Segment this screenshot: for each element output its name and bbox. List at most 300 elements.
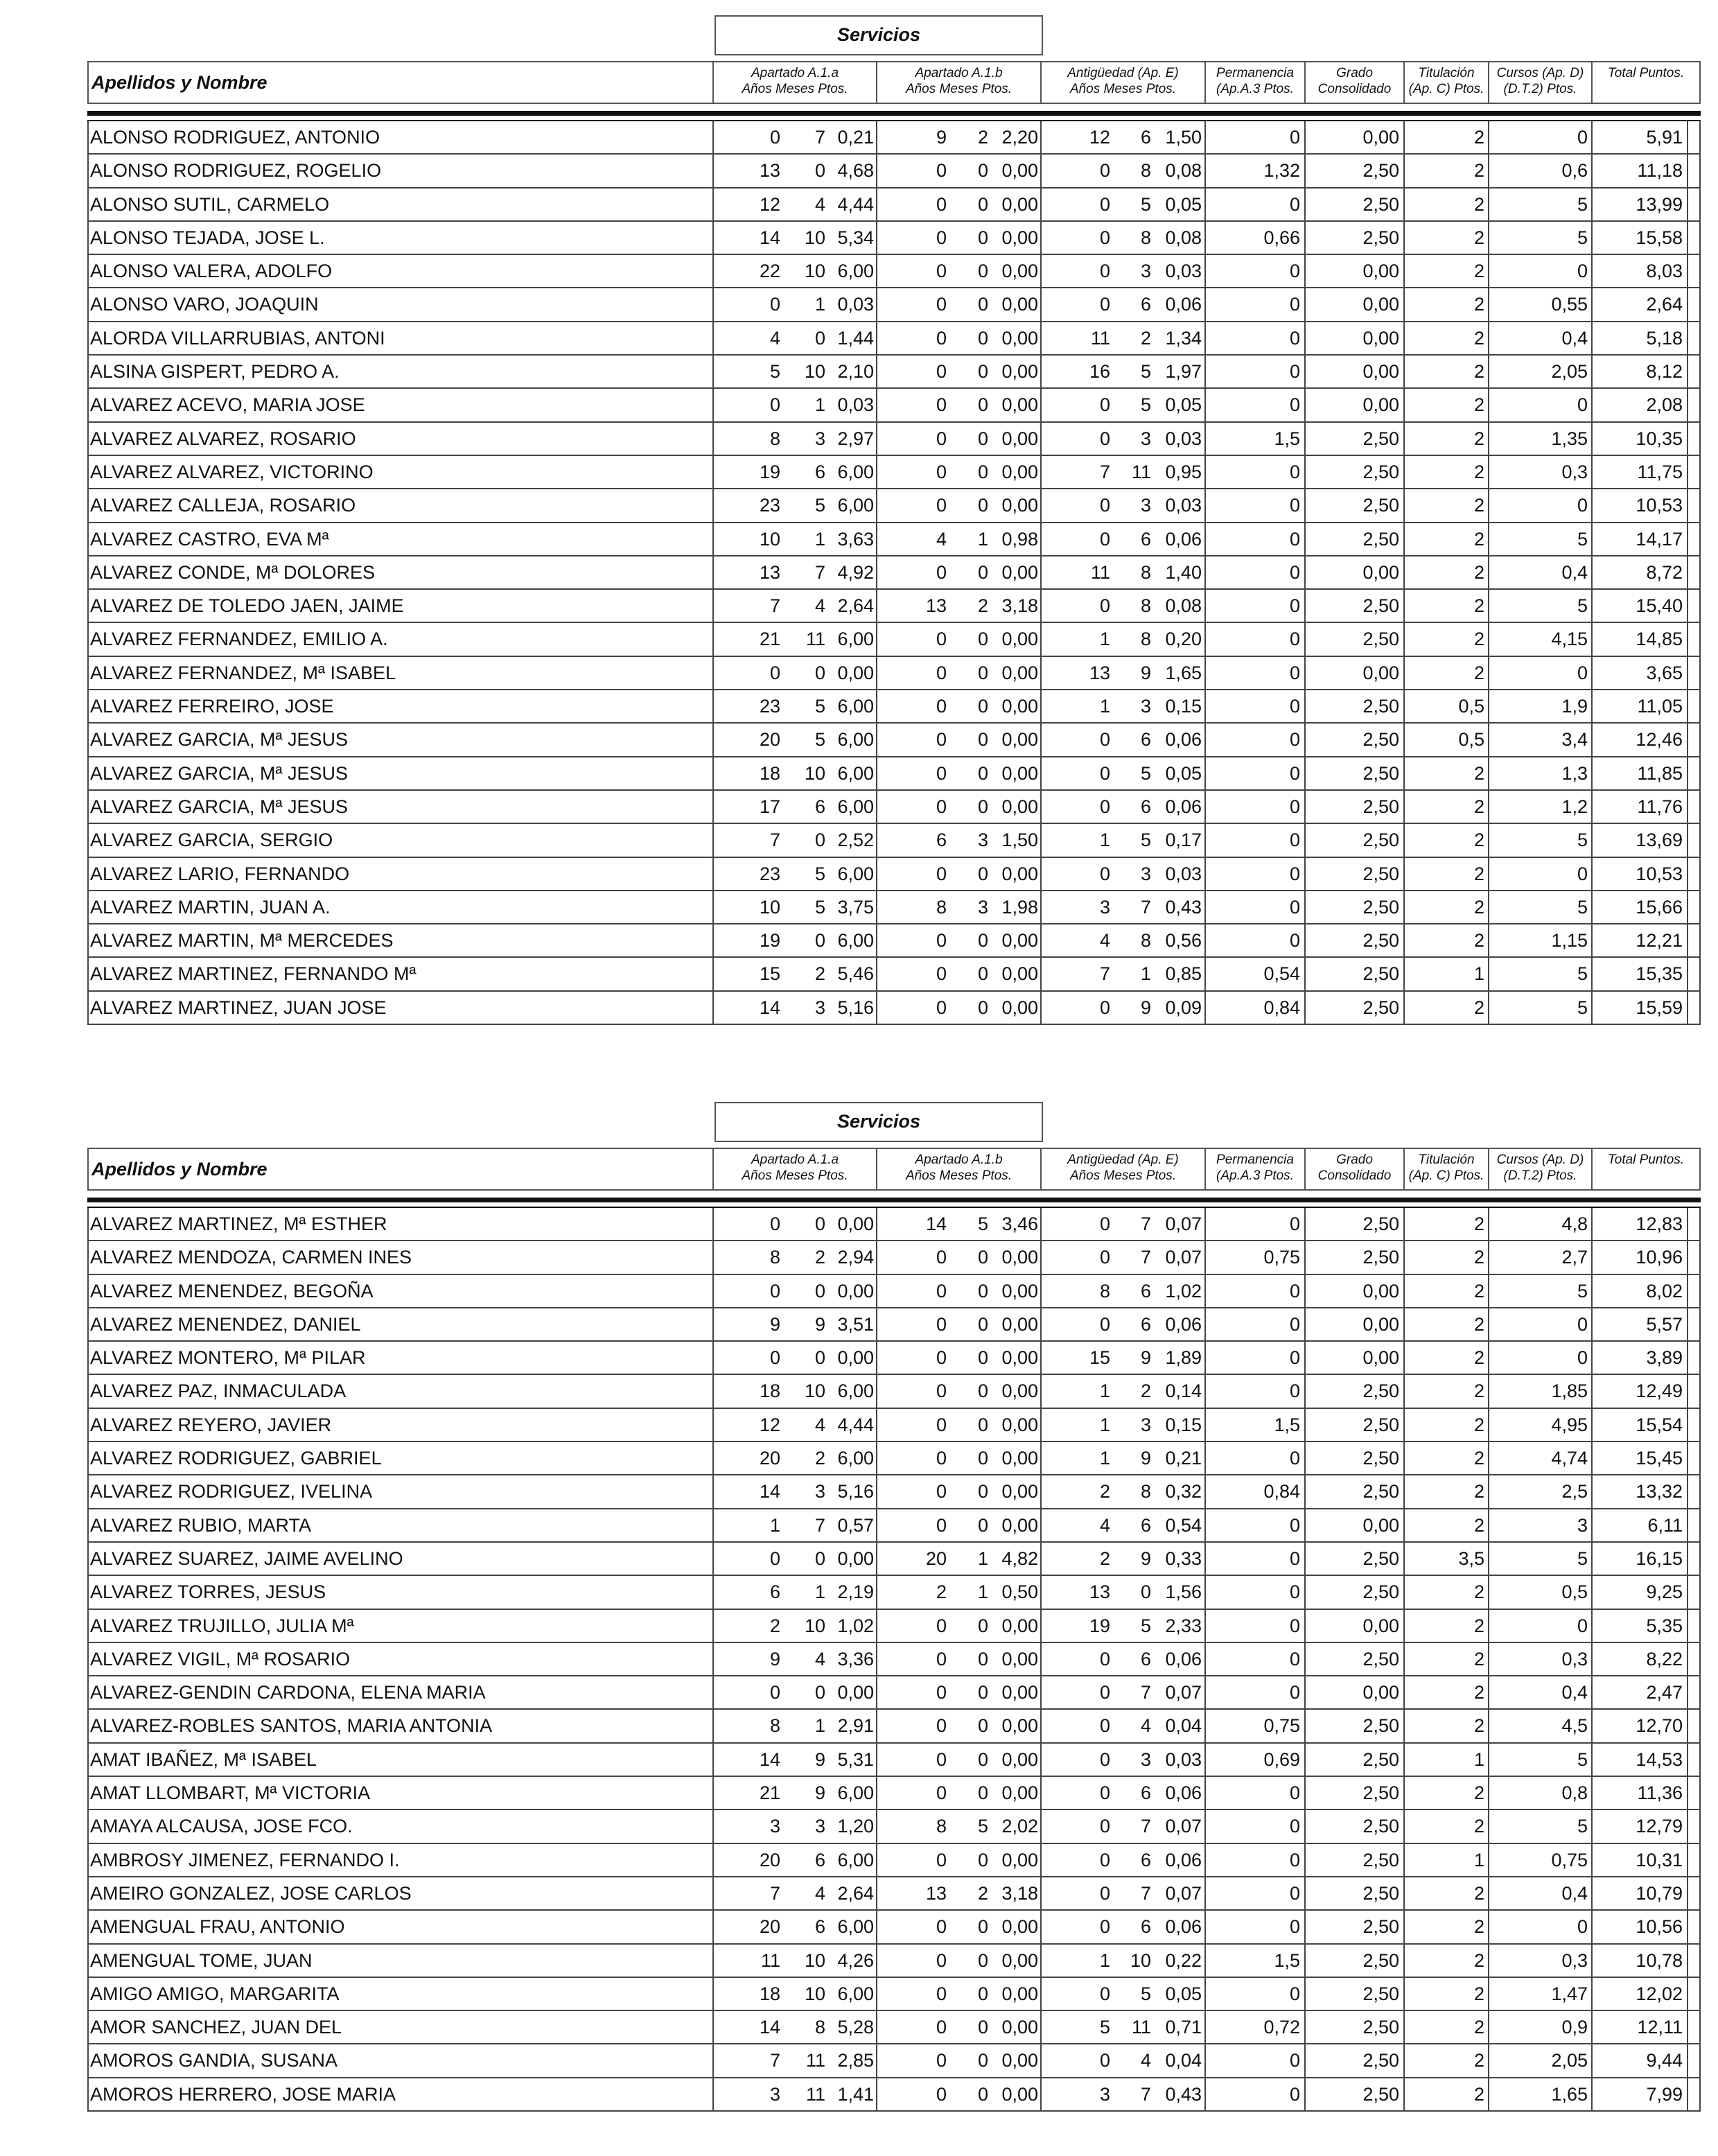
column-divider	[1591, 1676, 1593, 1708]
value-cell: 0,75	[1263, 1715, 1300, 1737]
value-cell: 2	[1473, 1448, 1484, 1469]
value-cell: 11,85	[1637, 762, 1683, 784]
perm-column-header	[1204, 1149, 1304, 1189]
value-cell: 20	[759, 729, 780, 751]
column-divider	[1204, 189, 1206, 220]
value-cell: 0	[1289, 1347, 1300, 1369]
value-cell: 13	[759, 160, 780, 182]
table-row	[87, 456, 1701, 489]
cursos-header-line1: Cursos (Ap. D)	[1496, 66, 1584, 80]
value-cell: 2,50	[1362, 461, 1399, 482]
cursos-header-line1: Cursos (Ap. D)	[1496, 1153, 1584, 1167]
value-cell: 18	[759, 762, 780, 784]
value-cell: 1,9	[1561, 696, 1588, 717]
value-cell: 14	[759, 997, 780, 1018]
value-cell: 0	[1289, 1782, 1300, 1804]
value-cell: 10	[804, 1381, 825, 1402]
value-cell: 6	[1140, 1916, 1151, 1938]
column-divider	[1304, 1241, 1306, 1273]
table-row	[87, 556, 1701, 590]
antig-header-line2: Años Meses Ptos.	[1069, 1168, 1177, 1183]
value-cell: 2,33	[1165, 1615, 1202, 1636]
value-cell: 6,00	[837, 1916, 874, 1938]
value-cell: 1,34	[1165, 327, 1202, 349]
value-cell: 3	[1140, 261, 1151, 282]
value-cell: 6	[1140, 1648, 1151, 1669]
value-cell: 0,00	[837, 1347, 874, 1369]
value-cell: 3	[769, 1816, 780, 1837]
column-divider	[1304, 1543, 1306, 1575]
value-cell: 4,15	[1551, 629, 1588, 650]
column-divider	[1488, 590, 1489, 622]
column-divider	[1488, 556, 1489, 588]
person-name: AMBROSY JIMENEZ, FERNANDO I.	[90, 1849, 400, 1870]
value-cell: 1	[977, 1581, 988, 1603]
value-cell: 0	[977, 1481, 988, 1502]
column-divider	[1687, 1442, 1688, 1474]
grado-header-line2: Consolidado	[1317, 1168, 1392, 1183]
value-cell: 0,4	[1561, 1882, 1588, 1904]
value-cell: 5,34	[837, 227, 874, 248]
value-cell: 0,05	[1165, 762, 1202, 784]
value-cell: 2	[1473, 127, 1484, 148]
value-cell: 0	[936, 1849, 947, 1870]
column-divider	[1687, 155, 1688, 186]
table-row	[87, 423, 1701, 456]
value-cell: 0	[936, 261, 947, 282]
value-cell: 8,72	[1646, 561, 1683, 583]
value-cell: 0	[936, 1313, 947, 1335]
column-divider	[1591, 1241, 1593, 1273]
table-row	[87, 1543, 1701, 1576]
value-cell: 15,66	[1636, 896, 1683, 918]
value-cell: 2,50	[1362, 1381, 1399, 1402]
value-cell: 13,99	[1636, 193, 1683, 215]
value-cell: 0	[1577, 662, 1588, 683]
value-cell: 5	[1577, 528, 1588, 550]
column-divider	[1204, 1342, 1206, 1374]
column-divider	[1304, 1945, 1306, 1977]
column-divider	[1488, 121, 1489, 153]
value-cell: 8	[1140, 561, 1151, 583]
value-cell: 0	[1099, 1247, 1110, 1268]
value-cell: 0	[936, 1916, 947, 1938]
value-cell: 0,05	[1165, 1983, 1202, 2004]
column-divider	[1304, 958, 1306, 990]
column-divider	[1488, 222, 1489, 254]
value-cell: 0	[814, 1548, 825, 1569]
column-divider	[1591, 858, 1593, 890]
value-cell: 0	[936, 1414, 947, 1435]
table-row	[87, 757, 1701, 791]
column-divider	[1204, 121, 1206, 153]
value-cell: 6	[814, 1916, 825, 1938]
value-cell: 0,06	[1165, 796, 1202, 817]
value-cell: 0	[814, 1682, 825, 1703]
value-cell: 2,50	[1362, 729, 1399, 751]
value-cell: 0	[977, 294, 988, 315]
value-cell: 0	[936, 1615, 947, 1636]
a1a-header-line2: Años Meses Ptos.	[742, 1168, 848, 1183]
value-cell: 8,02	[1646, 1280, 1683, 1302]
value-cell: 0	[936, 1381, 947, 1402]
value-cell: 0,05	[1165, 193, 1202, 215]
table-row	[87, 1375, 1701, 1408]
table-row	[87, 1442, 1701, 1475]
column-divider	[1204, 389, 1206, 421]
value-cell: 6,00	[837, 261, 874, 282]
value-cell: 0	[936, 1715, 947, 1737]
value-cell: 0	[1099, 294, 1110, 315]
value-cell: 15,45	[1636, 1448, 1683, 1469]
value-cell: 0	[814, 662, 825, 683]
value-cell: 0	[977, 561, 988, 583]
column-divider	[1687, 623, 1688, 655]
value-cell: 5,31	[837, 1749, 874, 1770]
value-cell: 4	[814, 1414, 825, 1435]
column-divider	[1687, 322, 1688, 354]
value-cell: 0,00	[1001, 160, 1038, 182]
titul-header-line2: (Ap. C) Ptos.	[1408, 82, 1484, 96]
value-cell: 5	[1577, 193, 1588, 215]
value-cell: 2	[1473, 1882, 1484, 1904]
column-divider	[1687, 1208, 1688, 1240]
value-cell: 17	[759, 796, 780, 817]
value-cell: 2	[1473, 461, 1484, 482]
value-cell: 0,00	[1001, 261, 1038, 282]
value-cell: 3,18	[1001, 595, 1038, 617]
value-cell: 0	[1289, 896, 1300, 918]
value-cell: 0	[936, 1648, 947, 1669]
table-row	[87, 791, 1701, 824]
value-cell: 1,2	[1561, 796, 1588, 817]
a1b-header-line1: Apartado A.1.b	[915, 66, 1003, 80]
value-cell: 0,57	[837, 1514, 874, 1536]
value-cell: 20	[759, 1448, 780, 1469]
value-cell: 11	[805, 2083, 825, 2105]
person-name: ALVAREZ CALLEJA, ROSARIO	[90, 495, 356, 516]
table-row	[87, 255, 1701, 288]
value-cell: 0,00	[1001, 1682, 1038, 1703]
value-cell: 0	[977, 1983, 988, 2004]
value-cell: 2,64	[837, 595, 874, 617]
value-cell: 10	[804, 361, 825, 383]
column-divider	[1591, 757, 1593, 789]
value-cell: 0	[977, 2017, 988, 2038]
column-divider	[1488, 623, 1489, 655]
column-divider	[1687, 288, 1688, 320]
value-cell: 2,08	[1646, 394, 1683, 416]
column-divider	[1304, 690, 1306, 722]
value-cell: 0	[1289, 2050, 1300, 2071]
value-cell: 0,03	[1165, 428, 1202, 449]
value-cell: 4	[1140, 1715, 1151, 1737]
column-divider	[1204, 2078, 1206, 2110]
value-cell: 0,00	[1362, 1615, 1399, 1636]
person-name: ALVAREZ FERNANDEZ, EMILIO A.	[90, 629, 388, 650]
value-cell: 2	[1099, 1548, 1110, 1569]
value-cell: 2	[1473, 1414, 1484, 1435]
column-divider	[1591, 189, 1593, 220]
column-divider	[1591, 523, 1593, 555]
value-cell: 2	[1473, 997, 1484, 1018]
antig-header-line1: Antigüedad (Ap. E)	[1067, 1153, 1179, 1167]
value-cell: 0,00	[1001, 1280, 1038, 1302]
value-cell: 0	[936, 160, 947, 182]
value-cell: 0	[977, 1347, 988, 1369]
value-cell: 0	[1099, 1782, 1110, 1804]
value-cell: 0,00	[1001, 2083, 1038, 2105]
value-cell: 0,00	[1362, 127, 1399, 148]
column-divider	[1687, 1676, 1688, 1708]
value-cell: 0,00	[1001, 1448, 1038, 1469]
value-cell: 0,00	[1001, 729, 1038, 751]
value-cell: 2	[1473, 2083, 1484, 2105]
header-rule-thick	[87, 111, 1701, 116]
value-cell: 21	[759, 1782, 780, 1804]
value-cell: 14,85	[1636, 629, 1683, 650]
value-cell: 2	[936, 1581, 947, 1603]
column-divider	[1687, 924, 1688, 956]
value-cell: 2,50	[1362, 1247, 1399, 1268]
value-cell: 2,50	[1362, 595, 1399, 617]
table-row	[87, 2011, 1701, 2044]
value-cell: 0	[1099, 394, 1110, 416]
value-cell: 5	[1140, 394, 1151, 416]
value-cell: 1,02	[1165, 1280, 1202, 1302]
value-cell: 2	[1473, 1648, 1484, 1669]
value-cell: 11,05	[1637, 696, 1683, 717]
value-cell: 0,00	[1362, 294, 1399, 315]
column-divider	[1687, 1308, 1688, 1340]
column-divider	[1687, 2078, 1688, 2110]
value-cell: 2	[1473, 495, 1484, 516]
column-divider	[1687, 1911, 1688, 1943]
value-cell: 7	[814, 1514, 825, 1536]
column-divider	[1204, 958, 1206, 990]
value-cell: 9	[1140, 662, 1151, 683]
value-cell: 2,47	[1646, 1682, 1683, 1703]
value-cell: 3	[977, 896, 988, 918]
value-cell: 0	[1289, 1548, 1300, 1569]
value-cell: 2	[1473, 394, 1484, 416]
value-cell: 1	[814, 1581, 825, 1603]
value-cell: 6	[814, 461, 825, 482]
column-divider	[1591, 1978, 1593, 2010]
value-cell: 3,36	[837, 1648, 874, 1669]
value-cell: 0	[936, 2017, 947, 2038]
value-cell: 0,50	[1001, 1581, 1038, 1603]
value-cell: 0	[1577, 863, 1588, 884]
value-cell: 2	[1473, 595, 1484, 617]
column-divider	[1687, 858, 1688, 890]
value-cell: 2,94	[837, 1247, 874, 1268]
value-cell: 2,97	[837, 428, 874, 449]
value-cell: 2	[1473, 1247, 1484, 1268]
column-divider	[1204, 657, 1206, 689]
column-divider	[1204, 824, 1206, 856]
column-divider	[1304, 590, 1306, 622]
value-cell: 1,5	[1274, 1949, 1300, 1971]
value-cell: 0,00	[1001, 696, 1038, 717]
value-cell: 0	[1289, 796, 1300, 817]
person-name: ALVAREZ LARIO, FERNANDO	[90, 863, 350, 884]
column-divider	[1488, 1475, 1489, 1507]
value-cell: 0,4	[1561, 561, 1588, 583]
column-divider	[1204, 1475, 1206, 1507]
value-cell: 2,50	[1362, 997, 1399, 1018]
value-cell: 5	[1577, 1280, 1588, 1302]
column-divider	[1591, 992, 1593, 1024]
value-cell: 0	[1577, 1615, 1588, 1636]
value-cell: 1,41	[837, 2083, 874, 2105]
table-row	[87, 1509, 1701, 1543]
value-cell: 4,44	[837, 193, 874, 215]
value-cell: 0,07	[1165, 1247, 1202, 1268]
person-name: ALVAREZ RUBIO, MARTA	[90, 1514, 312, 1536]
value-cell: 0,03	[837, 294, 874, 315]
column-divider	[1304, 356, 1306, 387]
value-cell: 6	[1140, 1280, 1151, 1302]
value-cell: 3	[1099, 896, 1110, 918]
column-divider	[1591, 255, 1593, 287]
value-cell: 2	[1473, 528, 1484, 550]
value-cell: 2	[977, 595, 988, 617]
value-cell: 0,17	[1165, 830, 1202, 851]
person-name: AMEIRO GONZALEZ, JOSE CARLOS	[90, 1882, 412, 1904]
value-cell: 1,89	[1165, 1347, 1202, 1369]
column-divider	[1687, 1710, 1688, 1742]
column-divider	[1591, 1610, 1593, 1642]
value-cell: 0	[1099, 1983, 1110, 2004]
table-row	[87, 1308, 1701, 1342]
value-cell: 0	[1099, 495, 1110, 516]
column-divider	[1204, 1241, 1206, 1273]
column-divider	[1488, 155, 1489, 186]
value-cell: 0	[1099, 2050, 1110, 2071]
value-cell: 12,46	[1636, 729, 1683, 751]
column-divider	[1488, 523, 1489, 555]
titul-header-line1: Titulación	[1418, 1153, 1475, 1167]
value-cell: 0	[977, 1715, 988, 1737]
column-divider	[1304, 1710, 1306, 1742]
value-cell: 0,00	[1001, 1983, 1038, 2004]
value-cell: 2	[814, 1247, 825, 1268]
column-divider	[1304, 489, 1306, 521]
value-cell: 2	[1473, 1949, 1484, 1971]
column-divider	[1304, 1475, 1306, 1507]
value-cell: 2,50	[1362, 1548, 1399, 1569]
column-divider	[1304, 222, 1306, 254]
person-name: ALVAREZ RODRIGUEZ, GABRIEL	[90, 1448, 382, 1469]
column-divider	[1687, 657, 1688, 689]
value-cell: 2,50	[1362, 1916, 1399, 1938]
person-name: ALVAREZ VIGIL, Mª ROSARIO	[90, 1648, 351, 1669]
column-divider	[1488, 824, 1489, 856]
column-divider	[1304, 791, 1306, 823]
column-divider	[1591, 2044, 1593, 2076]
value-cell: 7	[1140, 1682, 1151, 1703]
value-cell: 1,15	[1551, 930, 1588, 952]
value-cell: 0	[977, 327, 988, 349]
column-divider	[1304, 523, 1306, 555]
a1a-column-header	[712, 1149, 876, 1189]
value-cell: 5	[1140, 361, 1151, 383]
column-divider	[1591, 456, 1593, 488]
value-cell: 1	[769, 1514, 780, 1536]
value-cell: 0	[1289, 1615, 1300, 1636]
table-row	[87, 590, 1701, 623]
value-cell: 14	[759, 227, 780, 248]
value-cell: 12	[759, 193, 780, 215]
column-divider	[1204, 1777, 1206, 1809]
table-row	[87, 523, 1701, 556]
value-cell: 2	[1473, 1280, 1484, 1302]
value-cell: 0,00	[1001, 361, 1038, 383]
column-divider	[1687, 1342, 1688, 1374]
value-cell: 0	[814, 1347, 825, 1369]
value-cell: 2	[1473, 1715, 1484, 1737]
value-cell: 2	[769, 1615, 780, 1636]
value-cell: 3	[814, 1481, 825, 1502]
value-cell: 0,00	[1362, 394, 1399, 416]
value-cell: 2,91	[837, 1715, 874, 1737]
value-cell: 1	[1099, 696, 1110, 717]
column-divider	[1304, 858, 1306, 890]
column-divider	[1304, 121, 1306, 153]
value-cell: 2	[1473, 1682, 1484, 1703]
person-name: ALVAREZ GARCIA, Mª JESUS	[90, 729, 349, 751]
column-divider	[1488, 1978, 1489, 2010]
value-cell: 0,21	[1165, 1448, 1202, 1469]
column-divider	[1591, 623, 1593, 655]
value-cell: 6,00	[837, 1983, 874, 2004]
table-row	[87, 1475, 1701, 1509]
value-cell: 0	[1289, 361, 1300, 383]
value-cell: 3,63	[837, 528, 874, 550]
a1a-header-line2: Años Meses Ptos.	[742, 82, 848, 96]
value-cell: 2,50	[1362, 193, 1399, 215]
column-divider	[1204, 556, 1206, 588]
value-cell: 0	[1099, 261, 1110, 282]
value-cell: 4,8	[1561, 1213, 1588, 1234]
value-cell: 0,06	[1165, 294, 1202, 315]
value-cell: 0	[977, 2083, 988, 2105]
person-name: ALVAREZ TORRES, JESUS	[90, 1581, 326, 1603]
value-cell: 0,22	[1165, 1949, 1202, 1971]
value-cell: 0	[1289, 127, 1300, 148]
value-cell: 5	[1577, 963, 1588, 985]
value-cell: 0,75	[1551, 1849, 1588, 1870]
value-cell: 0	[1289, 762, 1300, 784]
value-cell: 3	[769, 2083, 780, 2105]
column-divider	[1591, 556, 1593, 588]
person-name: ALVAREZ SUAREZ, JAIME AVELINO	[90, 1548, 403, 1569]
value-cell: 4	[1140, 2050, 1151, 2071]
value-cell: 2,50	[1362, 696, 1399, 717]
value-cell: 6,11	[1647, 1514, 1683, 1536]
a1b-header-line2: Años Meses Ptos.	[905, 1168, 1013, 1183]
value-cell: 4,74	[1551, 1448, 1588, 1469]
value-cell: 2,50	[1362, 896, 1399, 918]
value-cell: 2	[1473, 160, 1484, 182]
value-cell: 6,00	[837, 762, 874, 784]
column-divider	[1488, 2044, 1489, 2076]
value-cell: 10,53	[1636, 495, 1683, 516]
value-cell: 5	[769, 361, 780, 383]
column-divider	[1304, 389, 1306, 421]
value-cell: 0,14	[1165, 1381, 1202, 1402]
